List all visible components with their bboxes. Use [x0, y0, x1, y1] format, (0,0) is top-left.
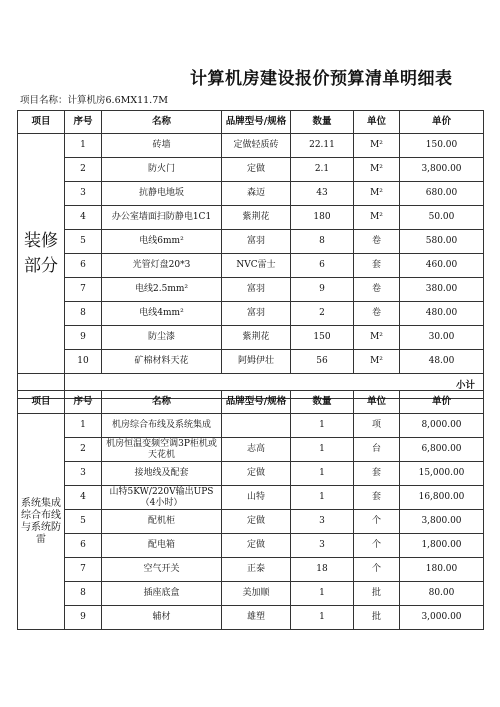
unit: 个 — [354, 510, 400, 534]
row-number: 3 — [65, 462, 102, 486]
table-row — [18, 134, 484, 158]
unit: 台 — [354, 438, 400, 462]
quantity: 1 — [291, 414, 354, 438]
quantity: 18 — [291, 558, 354, 582]
row-number: 3 — [65, 182, 102, 206]
system-integration-table — [17, 390, 484, 630]
brand-spec: 紫荆花 — [222, 206, 291, 230]
table-row — [18, 462, 484, 486]
header-price: 单价 — [400, 111, 484, 134]
header-name: 名称 — [102, 111, 222, 134]
header-unit: 单位 — [354, 391, 400, 414]
unit-price: 150.00 — [400, 134, 484, 158]
unit: 套 — [354, 254, 400, 278]
table-row — [18, 302, 484, 326]
item-name: 配电箱 — [102, 534, 222, 558]
quantity: 1 — [291, 486, 354, 510]
row-number: 2 — [65, 438, 102, 462]
brand-spec — [222, 414, 291, 438]
item-name: 空气开关 — [102, 558, 222, 582]
unit: 卷 — [354, 278, 400, 302]
project-name: 项目名称：计算机房6.6MX11.7M — [20, 95, 168, 106]
table-header-row — [18, 391, 484, 414]
unit-price: 16,800.00 — [400, 486, 484, 510]
table-row — [18, 278, 484, 302]
row-number: 6 — [65, 254, 102, 278]
row-number: 9 — [65, 606, 102, 630]
header-brand: 品牌型号/规格 — [222, 391, 291, 414]
unit-price: 460.00 — [400, 254, 484, 278]
brand-spec: NVC雷士 — [222, 254, 291, 278]
table-row — [18, 254, 484, 278]
brand-spec: 雄塑 — [222, 606, 291, 630]
row-number: 9 — [65, 326, 102, 350]
brand-spec: 定做 — [222, 158, 291, 182]
item-name: 山特5KW/220V输出UPS（4小时） — [102, 486, 222, 510]
row-number: 2 — [65, 158, 102, 182]
header-brand: 品牌型号/规格 — [222, 111, 291, 134]
header-project: 项目 — [18, 111, 65, 134]
quantity: 22.11 — [291, 134, 354, 158]
unit-price: 15,000.00 — [400, 462, 484, 486]
header-quantity: 数量 — [291, 391, 354, 414]
row-number: 5 — [65, 230, 102, 254]
quantity: 2 — [291, 302, 354, 326]
item-name: 接地线及配套 — [102, 462, 222, 486]
quantity: 43 — [291, 182, 354, 206]
item-name: 电线4mm² — [102, 302, 222, 326]
brand-spec: 富羽 — [222, 230, 291, 254]
unit-price: 6,800.00 — [400, 438, 484, 462]
table-row — [18, 350, 484, 374]
table-row — [18, 230, 484, 254]
unit: M² — [354, 134, 400, 158]
unit-price: 3,800.00 — [400, 510, 484, 534]
brand-spec: 阿姆伊壮 — [222, 350, 291, 374]
header-number: 序号 — [65, 391, 102, 414]
unit-price: 3,800.00 — [400, 158, 484, 182]
quantity: 1 — [291, 606, 354, 630]
item-name: 电线6mm² — [102, 230, 222, 254]
item-name: 机房恒温变频空调3P柜机或天花机 — [102, 438, 222, 462]
item-name: 配机柜 — [102, 510, 222, 534]
quantity: 1 — [291, 462, 354, 486]
table-header-row — [18, 111, 484, 134]
table-row — [18, 182, 484, 206]
unit-price: 380.00 — [400, 278, 484, 302]
brand-spec: 定做 — [222, 462, 291, 486]
row-number: 1 — [65, 414, 102, 438]
unit: 项 — [354, 414, 400, 438]
quantity: 6 — [291, 254, 354, 278]
table-row — [18, 206, 484, 230]
brand-spec: 定做 — [222, 510, 291, 534]
item-name: 光管灯盘20*3 — [102, 254, 222, 278]
table-row — [18, 534, 484, 558]
item-name: 砖墙 — [102, 134, 222, 158]
unit: M² — [354, 350, 400, 374]
brand-spec: 紫荆花 — [222, 326, 291, 350]
unit: 套 — [354, 462, 400, 486]
unit-price: 80.00 — [400, 582, 484, 606]
page-title: 计算机房建设报价预算清单明细表 — [190, 69, 453, 89]
brand-spec: 定做 — [222, 534, 291, 558]
row-number: 5 — [65, 510, 102, 534]
quantity: 180 — [291, 206, 354, 230]
unit: 套 — [354, 486, 400, 510]
table-row — [18, 510, 484, 534]
header-number: 序号 — [65, 111, 102, 134]
item-name: 防火门 — [102, 158, 222, 182]
brand-spec: 富羽 — [222, 278, 291, 302]
unit-price: 180.00 — [400, 558, 484, 582]
subtotal-label: 小计 — [400, 374, 484, 399]
category-label: 装修部分 — [18, 134, 65, 374]
category-label: 系统集成综合布线与系统防雷 — [18, 414, 65, 630]
unit-price: 680.00 — [400, 182, 484, 206]
brand-spec: 山特 — [222, 486, 291, 510]
item-name: 矿棉材料天花 — [102, 350, 222, 374]
unit: 卷 — [354, 230, 400, 254]
brand-spec: 富羽 — [222, 302, 291, 326]
header-price: 单价 — [400, 391, 484, 414]
row-number: 7 — [65, 558, 102, 582]
quantity: 2.1 — [291, 158, 354, 182]
quantity: 1 — [291, 582, 354, 606]
table-row — [18, 558, 484, 582]
unit-price: 8,000.00 — [400, 414, 484, 438]
unit: M² — [354, 206, 400, 230]
unit: M² — [354, 326, 400, 350]
unit-price: 50.00 — [400, 206, 484, 230]
table-row — [18, 582, 484, 606]
quantity: 3 — [291, 534, 354, 558]
row-number: 10 — [65, 350, 102, 374]
item-name: 办公室墙面扫防静电1C1 — [102, 206, 222, 230]
table-row — [18, 486, 484, 510]
decoration-table — [17, 110, 484, 399]
header-project: 项目 — [18, 391, 65, 414]
row-number: 4 — [65, 206, 102, 230]
unit-price: 580.00 — [400, 230, 484, 254]
unit: 个 — [354, 558, 400, 582]
unit-price: 480.00 — [400, 302, 484, 326]
item-name: 机房综合布线及系统集成 — [102, 414, 222, 438]
row-number: 1 — [65, 134, 102, 158]
quantity: 9 — [291, 278, 354, 302]
table-row — [18, 606, 484, 630]
brand-spec: 森迈 — [222, 182, 291, 206]
unit-price: 1,800.00 — [400, 534, 484, 558]
row-number: 8 — [65, 582, 102, 606]
quantity: 56 — [291, 350, 354, 374]
item-name: 辅材 — [102, 606, 222, 630]
brand-spec: 正泰 — [222, 558, 291, 582]
brand-spec: 定做轻质砖 — [222, 134, 291, 158]
row-number: 8 — [65, 302, 102, 326]
header-quantity: 数量 — [291, 111, 354, 134]
unit: M² — [354, 182, 400, 206]
quantity: 8 — [291, 230, 354, 254]
row-number: 7 — [65, 278, 102, 302]
quantity: 3 — [291, 510, 354, 534]
brand-spec: 志高 — [222, 438, 291, 462]
unit-price: 30.00 — [400, 326, 484, 350]
item-name: 插座底盒 — [102, 582, 222, 606]
unit-price: 48.00 — [400, 350, 484, 374]
unit: 卷 — [354, 302, 400, 326]
unit: M² — [354, 158, 400, 182]
unit: 批 — [354, 582, 400, 606]
unit: 个 — [354, 534, 400, 558]
table-row — [18, 438, 484, 462]
item-name: 抗静电地坂 — [102, 182, 222, 206]
row-number: 6 — [65, 534, 102, 558]
brand-spec: 美加顺 — [222, 582, 291, 606]
unit-price: 3,000.00 — [400, 606, 484, 630]
table-row — [18, 158, 484, 182]
item-name: 电线2.5mm² — [102, 278, 222, 302]
quantity: 150 — [291, 326, 354, 350]
table-row — [18, 414, 484, 438]
table-row — [18, 326, 484, 350]
item-name: 防尘漆 — [102, 326, 222, 350]
quantity: 1 — [291, 438, 354, 462]
header-unit: 单位 — [354, 111, 400, 134]
row-number: 4 — [65, 486, 102, 510]
header-name: 名称 — [102, 391, 222, 414]
unit: 批 — [354, 606, 400, 630]
